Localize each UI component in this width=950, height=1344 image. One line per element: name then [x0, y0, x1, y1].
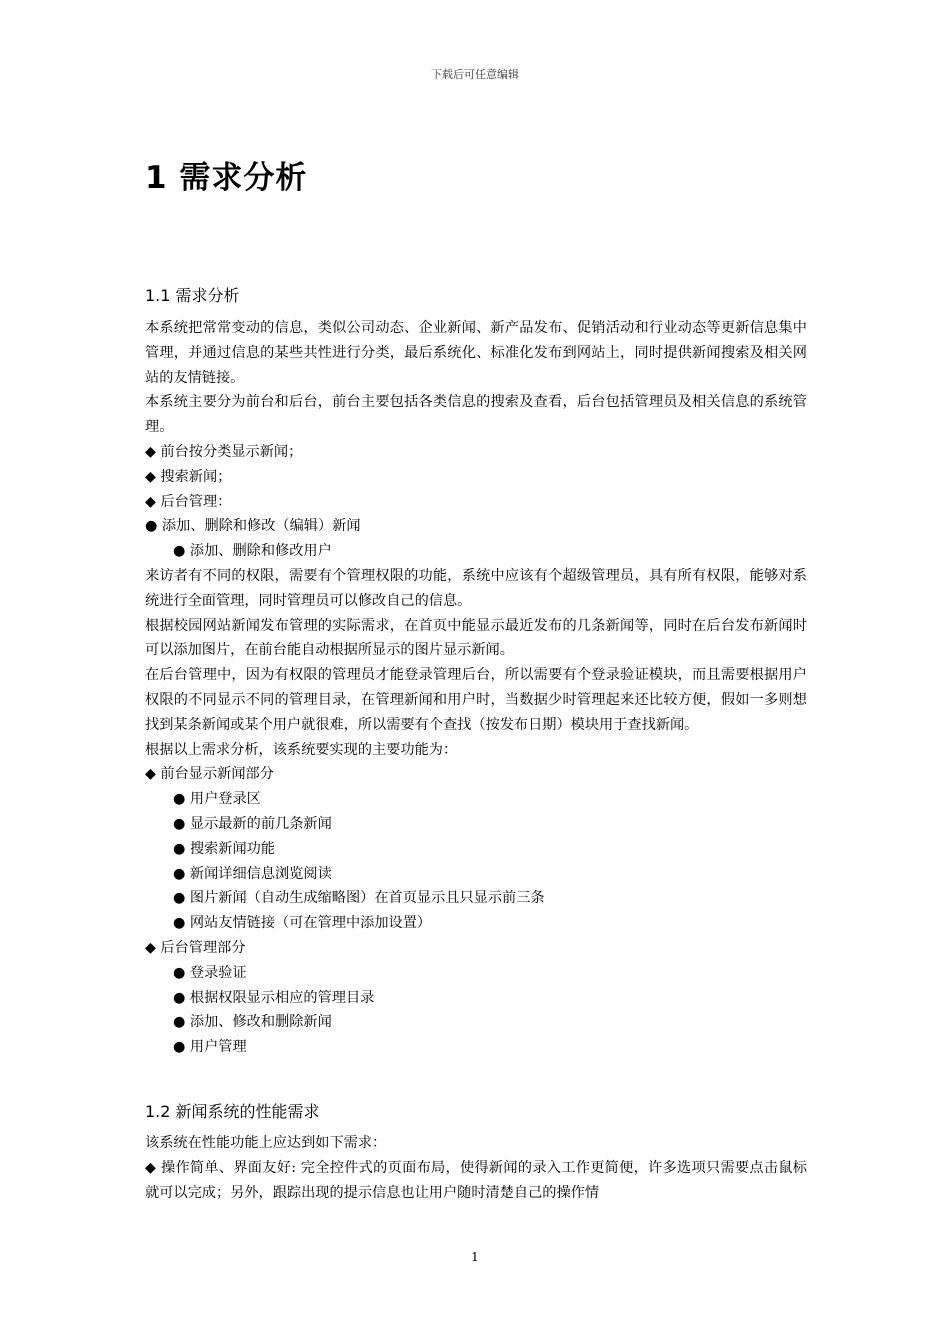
paragraph: 该系统在性能功能上应达到如下需求：: [145, 1135, 387, 1151]
paragraph: 在后台管理中，因为有权限的管理员才能登录管理后台，所以需要有个登录验证模块，而且需要根据用户权限的不同显示不同的管理目录，在管理新闻和用户时，当数据少时管理起来还比较方便，假如一多则想找到某条新闻或某个用户就很难，所以需要有个查找（按发布日期）模块用于查找新闻。: [145, 667, 807, 733]
list-item: ● 网站友情链接（可在管理中添加设置）: [173, 915, 432, 932]
list-item: ● 新闻详细信息浏览阅读: [173, 865, 332, 882]
list-item: ● 图片新闻（自动生成缩略图）在首页显示且只显示前三条: [173, 890, 545, 907]
paragraph: 根据以上需求分析，该系统要实现的主要功能为：: [145, 741, 458, 758]
section-1-1-body: [145, 316, 807, 1060]
paragraph: 根据校园网站新闻发布管理的实际需求，在首页中能显示最近发布的几条新闻等，同时在后台发布新闻时可以添加图片，在前台能自动根据所显示的图片显示新闻。: [145, 617, 807, 659]
section-title-1-2: 1.2 新闻系统的性能需求: [145, 1102, 320, 1121]
list-item: ● 显示最新的前几条新闻: [173, 815, 332, 832]
list-item: ● 添加、删除和修改（编辑）新闻: [145, 518, 361, 535]
list-heading-back: ◆ 后台管理部分: [145, 939, 246, 956]
page-number: 1: [471, 1250, 479, 1264]
list-item: ● 搜索新闻功能: [173, 840, 276, 857]
paragraph: 本系统把常常变动的信息，类似公司动态、企业新闻、新产品发布、促销活动和行业动态等更新信息集中管理，并通过信息的某些共性进行分类，最后系统化、标准化发布到网站上，同时提供新闻搜索及相关网站的友情链接。: [145, 320, 807, 386]
paragraph: 本系统主要分为前台和后台，前台主要包括各类信息的搜索及查看，后台包括管理员及相关信息的系统管理。: [145, 394, 807, 436]
list-item: ◆ 搜索新闻；: [145, 468, 232, 485]
list-heading-front: ◆ 前台显示新闻部分: [145, 766, 274, 783]
list-item: ◆ 前台按分类显示新闻；: [145, 443, 303, 460]
section-title-1-1: 1.1 需求分析: [145, 286, 240, 305]
section-1-2-body: [145, 1131, 807, 1205]
paragraph: 来访者有不同的权限，需要有个管理权限的功能，系统中应该有个超级管理员，具有所有权限，能够对系统进行全面管理，同时管理员可以修改自己的信息。: [145, 567, 807, 609]
chapter-title: 1 需求分析: [145, 160, 308, 196]
list-item: ◆ 后台管理：: [145, 493, 232, 510]
paragraph: ◆ 操作简单、界面友好: 完全控件式的页面布局，使得新闻的录入工作更简便，许多选项只需要点击鼠标就可以完成；另外，跟踪出现的提示信息也让用户随时清楚自己的操作情: [145, 1159, 807, 1201]
list-item: ● 添加、删除和修改用户: [173, 543, 332, 560]
list-item: ● 根据权限显示相应的管理目录: [173, 989, 375, 1006]
list-item: ● 登录验证: [173, 964, 247, 981]
list-item: ● 添加、修改和删除新闻: [173, 1014, 332, 1031]
list-item: ● 用户登录区: [173, 791, 261, 808]
page-header: 下载后可任意编辑: [431, 68, 519, 81]
list-item: ● 用户管理: [173, 1039, 247, 1056]
